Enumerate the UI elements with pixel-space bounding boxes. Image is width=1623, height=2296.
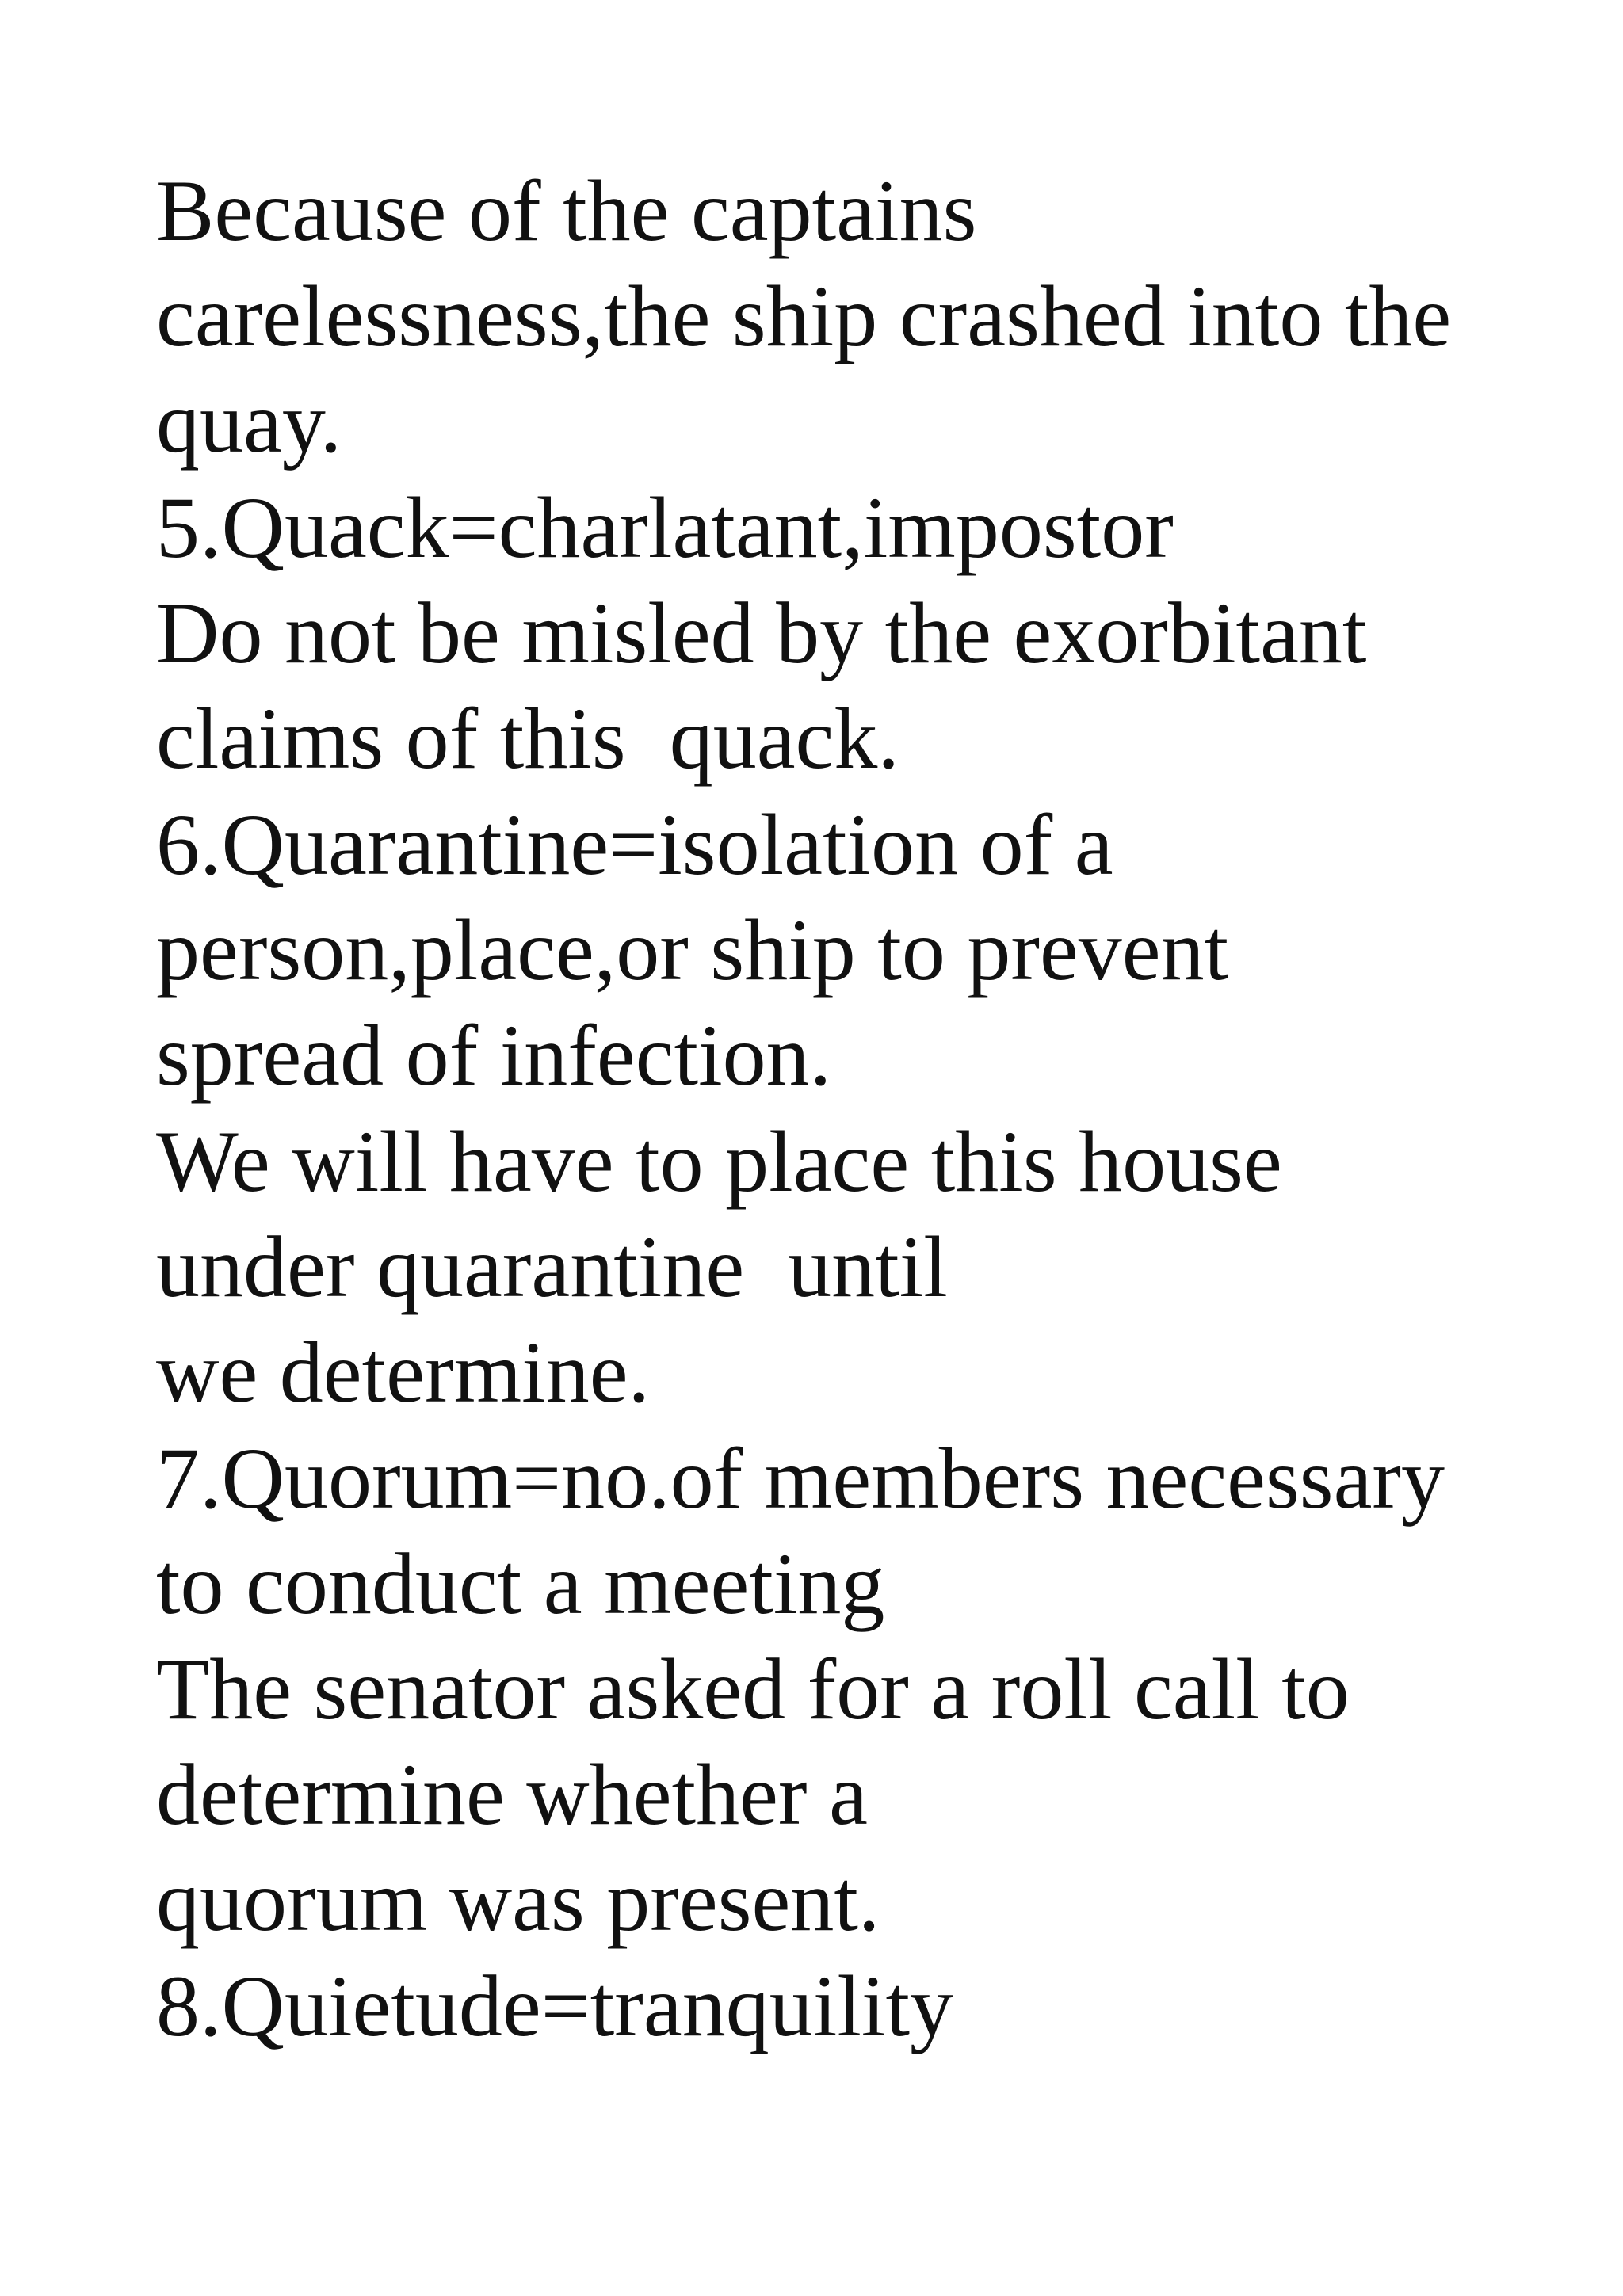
text-line: person,place,or ship to prevent: [156, 902, 1229, 999]
text-line: under quarantine until: [156, 1218, 948, 1315]
text-line: claims of this quack.: [156, 690, 899, 788]
text-line: quorum was present.: [156, 1852, 880, 1949]
text-line: we determine.: [156, 1324, 651, 1421]
text-line: We will have to place this house: [156, 1112, 1282, 1210]
text-line: Do not be misled by the exorbitant: [156, 585, 1367, 682]
text-line: 7.Quorum=no.of members necessary: [156, 1429, 1445, 1527]
text-line: 6.Quarantine=isolation of a: [156, 795, 1113, 893]
text-line: 5.Quack=charlatant,impostor: [156, 479, 1174, 576]
text-body: [156, 158, 1551, 2059]
text-line: determine whether a: [156, 1746, 868, 1844]
text-line: quay.: [156, 373, 342, 471]
text-line: Because of the captains: [156, 162, 977, 259]
text-line: 8.Quietude=tranquility: [156, 1958, 954, 2055]
text-line: spread of infection.: [156, 1007, 832, 1104]
text-line: carelessness,the ship crashed into the: [156, 268, 1452, 365]
text-line: to conduct a meeting: [156, 1535, 885, 1632]
text-line: The senator asked for a roll call to: [156, 1641, 1350, 1738]
